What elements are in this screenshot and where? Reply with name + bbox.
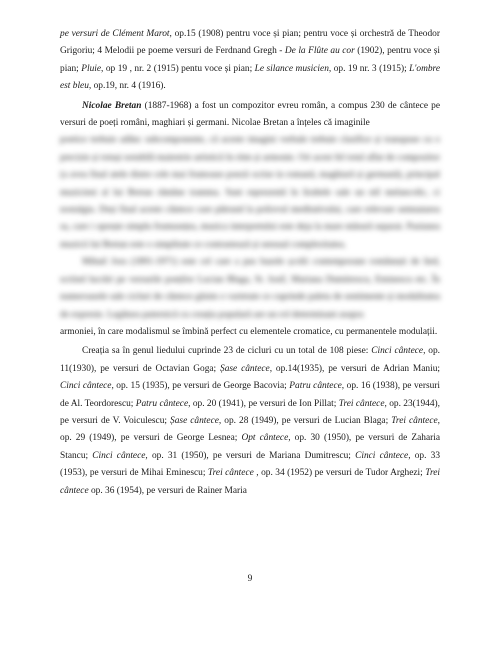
italic-title: Cinci cântece [92,450,146,461]
text-run: , op. 11(1930), pe versuri de Octavian Goga; [60,346,441,374]
paragraph-song-cycles [60,343,440,500]
italic-title: Trei cântece [338,398,385,409]
text-run: , op. 23(1944), pe versuri de V. Voiculescu; [60,398,440,426]
text-run: , op. 20 (1941), pe versuri de Ion Pillat; [188,398,339,409]
text-run: , op. 15 (1935), pe versuri de George Bacovia; [111,381,290,392]
italic-title: Cinci cântece [60,381,112,392]
text-run: , op. 28 (1949), pe versuri de Lucian Blaga; [218,415,392,426]
text-run: , op.14(1935), pe versuri de Adrian Maniu; [269,363,441,374]
italic-title: Opt cântece [241,433,289,444]
italic-title: Șase cântece [170,415,219,426]
italic-title: Le silance musicien [254,63,329,74]
paragraph-marot-songs [60,26,440,96]
text-run: (1902), pentru voce și pian; [60,46,440,74]
italic-title: Pluie [81,63,102,74]
blurred-paragraph-jora: Mihail Jora (1891-1971) este cel care a pus bazele școlii contemporane românești de lied, scriind lucrări pe versurile poeților Lucian Blaga, St. Iosif, Mariana Dumitrescu, Eminescu etc. În numeroasele sale cicluri de cântece găsim o varietate ce cuprinde paleta de sentimente și modalitatea de expresie. Legătura puternică cu creația populară are un rol determinant asupra [60,257,440,320]
text-run: , op. 33 (1953), pe versuri de Mihai Eminescu; [60,450,441,479]
text-run: , op. 19 nr. 3 (1915); [328,63,410,74]
italic-title: Trei cântece [391,415,438,426]
text-run: , op.15 (1908) pentru voce și pian; pentru voce și orchestră de Theodor Grigoriu; 4 Melodii pe poeme versuri de Ferdnand Gregh - [60,29,440,57]
italic-title: Patru cântece [289,381,342,392]
italic-title: Patru cântece [135,398,189,409]
italic-title: Trei cântece [60,468,441,496]
text-run: , op. 30 (1950), pe versuri de Zaharia Stancu; [60,433,440,461]
text-run: , op.19, nr. 4 (1916). [88,81,166,92]
text-run: , op. 29 (1949), pe versuri de George Lesnea; [60,415,440,444]
bretan-text: (1887-1968) a fost un compozitor evreu român, a compus 230 de cântece pe versuri de poeți români, maghiari și germani. Nicolae Bretan a înțeles că imaginile [60,100,440,129]
italic-title: Șase cântece [220,363,270,374]
paragraph-harmony: armoniei, în care modalismul se îmbină perfect cu elementele cromatice, cu permanentele modulații. [60,326,438,337]
italic-title: L'ombre est bleu [60,63,440,92]
italic-title: Cinci cântece [355,450,409,461]
italic-title: Cinci cântece [371,346,424,357]
paragraph-bretan [60,98,440,133]
text-run: , op. 16 (1938), pe versuri de Al. Teordorescu; [60,381,441,409]
blurred-paragraph-bretan-continued: poetice trebuie adânc subcomponente, că aceste imagini verbale trebuie clasifice și transpuse cu o precizie și totuși notabilă maiestrie artistică în ritm și armonie. Ori acest fel totul aflat de compozitor (a avea final atele distre cele mai frumoase poezii scrise in romană, maghiară și germană), principal muzicieni al lui Bretan rămâne tramma. Sunt reprezentă în lirabele sale un stil melancolic, ci nostalgia. Deși final aceste cântece care pătrund la poliovul meditativului, care relevare semnatarea sa, care i oprește simplu frumusețea, muzica interpretului este deja la mare măsură separat. Pasiunea muzicii lui Bretan este o simplitate ce contrastează și sensual complexitatea. [60,135,440,250]
page-number: 9 [247,574,253,584]
text-run: Creația sa în genul liedului cuprinde 23 de cicluri cu un total de 108 piese: [82,346,372,357]
italic-title: pe versuri de Clément Marot [60,29,170,39]
composer-name-bretan: Nicolae Bretan [82,100,142,111]
text-run: , op. 31 (1950), pe versuri de Mariana Dumitrescu; [145,450,356,461]
text-run: , op. 34 (1952) pe versuri de Tudor Arghezi; [253,468,426,479]
text-run: , op 19 , nr. 2 (1915) pentu voce și pian; [101,63,255,74]
italic-title: Trei cântece [207,468,254,479]
text-run: op. 36 (1954), pe versuri de Rainer Maria [88,485,247,496]
italic-title: De la Flûte au cor [284,46,355,57]
